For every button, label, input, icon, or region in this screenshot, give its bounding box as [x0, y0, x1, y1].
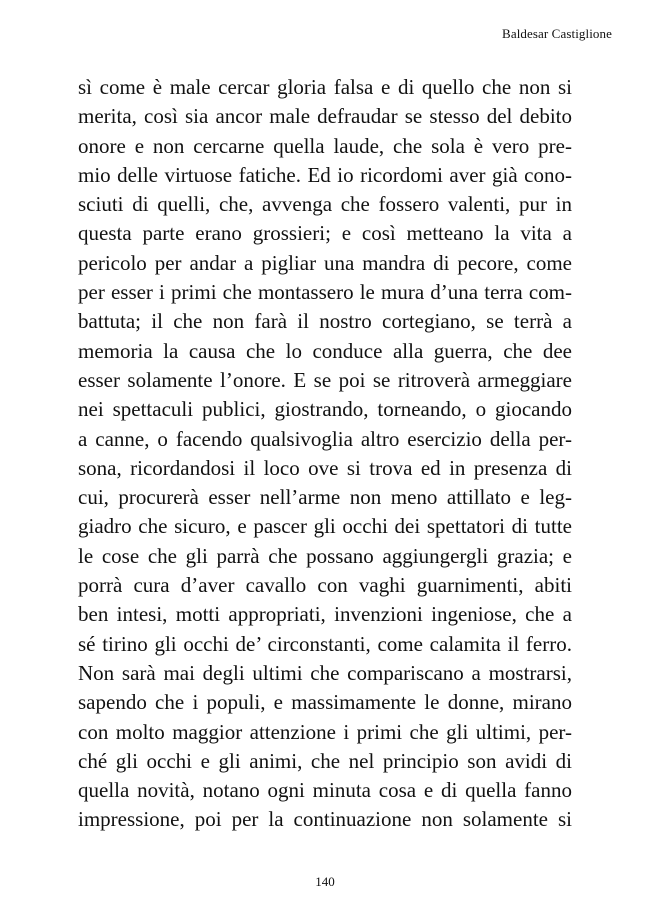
text-line: onore e non cercarne quella laude, che sola è vero pre- [78, 133, 572, 158]
text-line: sona, ricordandosi il loco ove si trova ed in presenza di [78, 455, 572, 480]
text-line: cui, procurerà esser nell’arme non meno attillato e leg- [78, 485, 572, 510]
text-line: questa parte erano grossieri; e così metteano la vita a [78, 221, 572, 246]
text-line: ché gli occhi e gli animi, che nel principio son avidi di [78, 748, 572, 773]
text-line: le cose che gli parrà che possano aggiungergli grazia; e [78, 543, 572, 568]
text-line: Non sarà mai degli ultimi che compariscano a mostrarsi, [78, 660, 572, 685]
text-line: memoria la causa che lo conduce alla guerra, che dee [78, 338, 572, 363]
text-line: mio delle virtuose fatiche. Ed io ricordomi aver già cono- [78, 162, 572, 187]
text-line: impressione, poi per la continuazione non solamente si [78, 807, 572, 832]
text-line: nei spettaculi publici, giostrando, torneando, o giocando [78, 397, 572, 422]
text-line: porrà cura d’aver cavallo con vaghi guarnimenti, abiti [78, 573, 572, 598]
text-line: sé tirino gli occhi de’ circonstanti, come calamita il ferro. [78, 631, 572, 656]
text-line: quella novità, notano ogni minuta cosa e di quella fanno [78, 778, 572, 803]
text-line: sì come è male cercar gloria falsa e di quello che non si [78, 75, 572, 99]
page-number: 140 [315, 874, 335, 889]
text-line: merita, così sia ancor male defraudar se stesso del debito [78, 104, 572, 129]
text-line: battuta; il che non farà il nostro cortegiano, se terrà a [78, 309, 572, 334]
text-line: sciuti di quelli, che, avvenga che fossero valenti, pur in [78, 192, 572, 217]
text-line: ben intesi, motti appropriati, invenzioni ingeniose, che a [78, 602, 572, 627]
running-head: Baldesar Castiglione [502, 26, 612, 41]
text-line: esser solamente l’onore. E se poi se ritroverà armeggiare [78, 367, 572, 392]
text-line: pericolo per andar a pigliar una mandra di pecore, come [78, 250, 572, 275]
body-text [78, 73, 572, 835]
text-line: sapendo che i populi, e massimamente le donne, mirano [78, 690, 572, 715]
text-line: a canne, o facendo qualsivoglia altro esercizio della per- [78, 426, 572, 451]
text-line: con molto maggior attenzione i primi che gli ultimi, per- [78, 719, 572, 744]
text-line: giadro che sicuro, e pascer gli occhi dei spettatori di tutte [78, 514, 572, 539]
text-line: per esser i primi che montassero le mura d’una terra com- [78, 280, 572, 305]
